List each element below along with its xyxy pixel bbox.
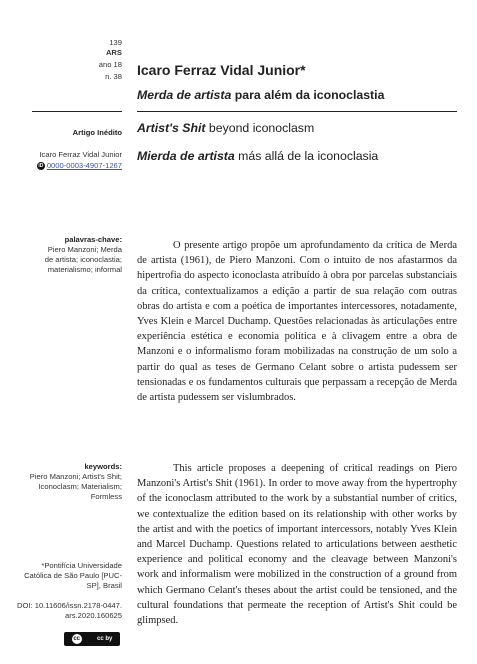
orcid-icon: iD [38, 163, 44, 169]
section-label: Artigo Inédito [72, 128, 122, 137]
doi: DOI: 10.11606/issn.2178-0447. ars.2020.160625 [17, 601, 122, 620]
orcid-link[interactable]: 0000-0003-4907-1267 [46, 161, 122, 170]
journal-name: ARS [105, 48, 122, 57]
affiliation: *Pontifícia Universidade Católica de São Paulo [PUC- SP], Brasil [24, 561, 122, 590]
abstract-en [137, 461, 457, 628]
keywords-pt-line: de artista; iconoclastia; [44, 255, 122, 264]
keywords-pt [45, 235, 122, 275]
keywords-en-line: Piero Manzoni; Artist's Shit; [29, 472, 122, 481]
orcid [37, 161, 122, 171]
keywords-pt-line: materialismo; informal [47, 265, 122, 274]
sidebar-author: Icaro Ferraz Vidal Junior [39, 150, 122, 159]
title-en-italic: Artist's Shit [137, 121, 206, 135]
title-en [137, 121, 314, 135]
journal-year: ano 18 [98, 60, 122, 69]
title-es-italic: Mierda de artista [137, 149, 235, 163]
sidebar-rule [32, 111, 122, 112]
abstract-en-text: This article proposes a deepening of critical readings on Piero Manzoni's Artist's Shit (1961). In order to move away from the hypertrophy of the iconoclasm attributed to the work by a substantial number of critics, we contextualize the edition based on its relationship with other works by the artist and with the poetics of important intercessors, notably Yves Klein and Marcel Duchamp. Questions related to articulations between aesthetic experience and political economy and the cleavage between Manzoni's work and informalism were mobilized in the construction of a ground from which Germano Celant's theses about the artist could be tensioned, and the cultural foundations that permeate the reception of Artist's Shit could be glimpsed. [137, 463, 457, 627]
abstract-pt [137, 238, 457, 405]
author-heading: Icaro Ferraz Vidal Junior* [137, 62, 306, 78]
keywords-en [30, 462, 122, 502]
title-pt [137, 88, 384, 102]
keywords-pt-label: palavras-chave: [64, 235, 122, 244]
journal-info [99, 38, 122, 82]
title-en-rest: beyond iconoclasm [205, 121, 315, 135]
license-text: cc by [96, 636, 113, 642]
cc-license-icon: cc cc by [64, 632, 120, 646]
keywords-en-label: keywords: [84, 462, 122, 471]
page-number: 139 [109, 38, 122, 47]
title-es [137, 149, 378, 163]
header-rule [137, 111, 457, 112]
title-es-rest: más allá de la iconoclasia [234, 149, 379, 163]
title-pt-rest: para além da iconoclastia [231, 88, 385, 102]
keywords-en-line: Formless [90, 492, 122, 501]
abstract-pt-text: O presente artigo propõe um aprofundamento da crítica de Merda de artista (1961), de Piero Manzoni. Com o intuito de nos afastarmos da hipertrofia do aspecto iconoclasta atribuído à obra por parcelas substanciais da crítica, contextualizamos a edição a partir de sua relação com outras obras do artista e com a poética de importantes intercessores, notadamente, Yves Klein e Marcel Duchamp. Questões relacionadas às articulações entre experiência estética e economia política e à clivagem entre a obra de Manzoni e o informalismo foram mobilizadas na construção de um solo a partir do qual as teses de Germano Celant sobre o artista pudessem ser tensionadas e os fundamentos culturais que perpassam a recepção de Merda de artista pudessem ser vislumbrados. [137, 240, 457, 404]
keywords-pt-line: Piero Manzoni; Merda [47, 245, 122, 254]
title-pt-italic: Merda de artista [137, 88, 232, 102]
keywords-en-line: Iconoclasm; Materialism; [38, 482, 122, 491]
journal-issue: n. 38 [105, 72, 122, 81]
